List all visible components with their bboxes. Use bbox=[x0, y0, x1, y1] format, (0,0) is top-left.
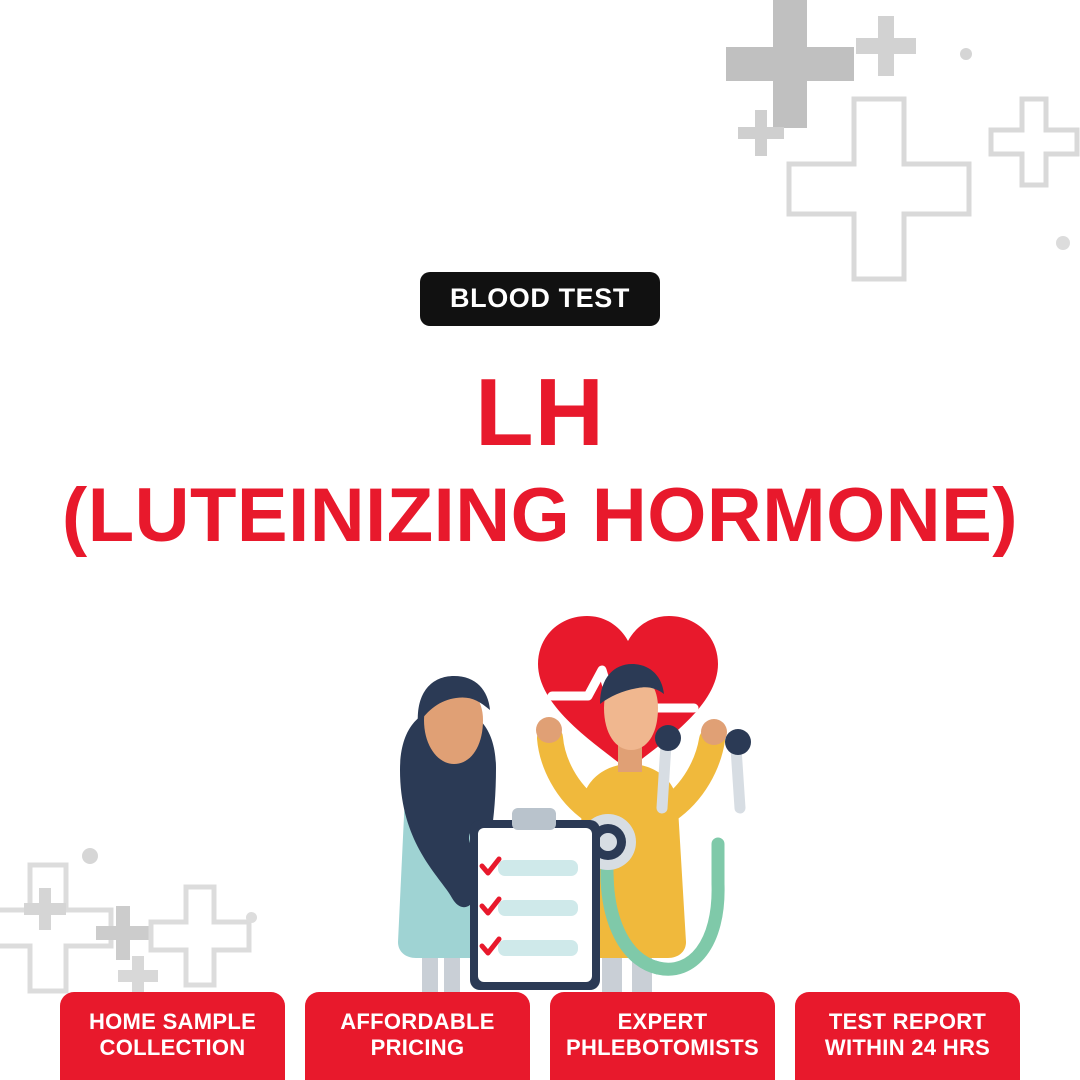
hero-illustration bbox=[370, 612, 830, 1032]
page-title: LH bbox=[475, 359, 605, 466]
feature-line-1: HOME SAMPLE bbox=[88, 1009, 257, 1035]
feature-test-report-within-24-hrs[interactable] bbox=[795, 992, 1020, 1080]
page-subtitle: (LUTEINIZING HORMONE) bbox=[61, 473, 1019, 558]
category-badge: BLOOD TEST bbox=[420, 272, 660, 326]
cross-icon-outline-bottomleft-small bbox=[148, 884, 252, 988]
feature-home-sample-collection[interactable] bbox=[60, 992, 285, 1080]
cross-icon-solid-tiny-topright bbox=[738, 110, 784, 156]
feature-line-2: PHLEBOTOMISTS bbox=[566, 1035, 759, 1060]
feature-line-2: WITHIN 24 HRS bbox=[824, 1035, 991, 1060]
dot-icon-bottomleft-2 bbox=[246, 912, 257, 923]
cross-icon-solid-bottomleft-1 bbox=[24, 888, 66, 930]
feature-line-1: TEST REPORT bbox=[828, 1009, 987, 1035]
cross-icon-solid-small-topright bbox=[856, 16, 916, 76]
cross-icon-solid-bottomleft-3 bbox=[118, 956, 158, 996]
dot-icon-topright-2 bbox=[1056, 236, 1070, 250]
feature-expert-phlebotomists[interactable] bbox=[550, 992, 775, 1080]
feature-strip bbox=[0, 992, 1080, 1080]
feature-line-2: PRICING bbox=[370, 1035, 465, 1060]
cross-icon-outline-small-topright bbox=[988, 96, 1080, 188]
cross-icon-outline-large-topright bbox=[786, 96, 972, 282]
feature-affordable-pricing[interactable] bbox=[305, 992, 530, 1080]
dot-icon-topright-1 bbox=[960, 48, 972, 60]
feature-line-2: COLLECTION bbox=[99, 1035, 246, 1060]
feature-line-1: AFFORDABLE bbox=[340, 1009, 495, 1035]
cross-icon-solid-bottomleft-2 bbox=[96, 906, 150, 960]
dot-icon-bottomleft-1 bbox=[82, 848, 98, 864]
feature-line-1: EXPERT bbox=[617, 1009, 708, 1035]
clipboard-checklist bbox=[470, 808, 600, 990]
